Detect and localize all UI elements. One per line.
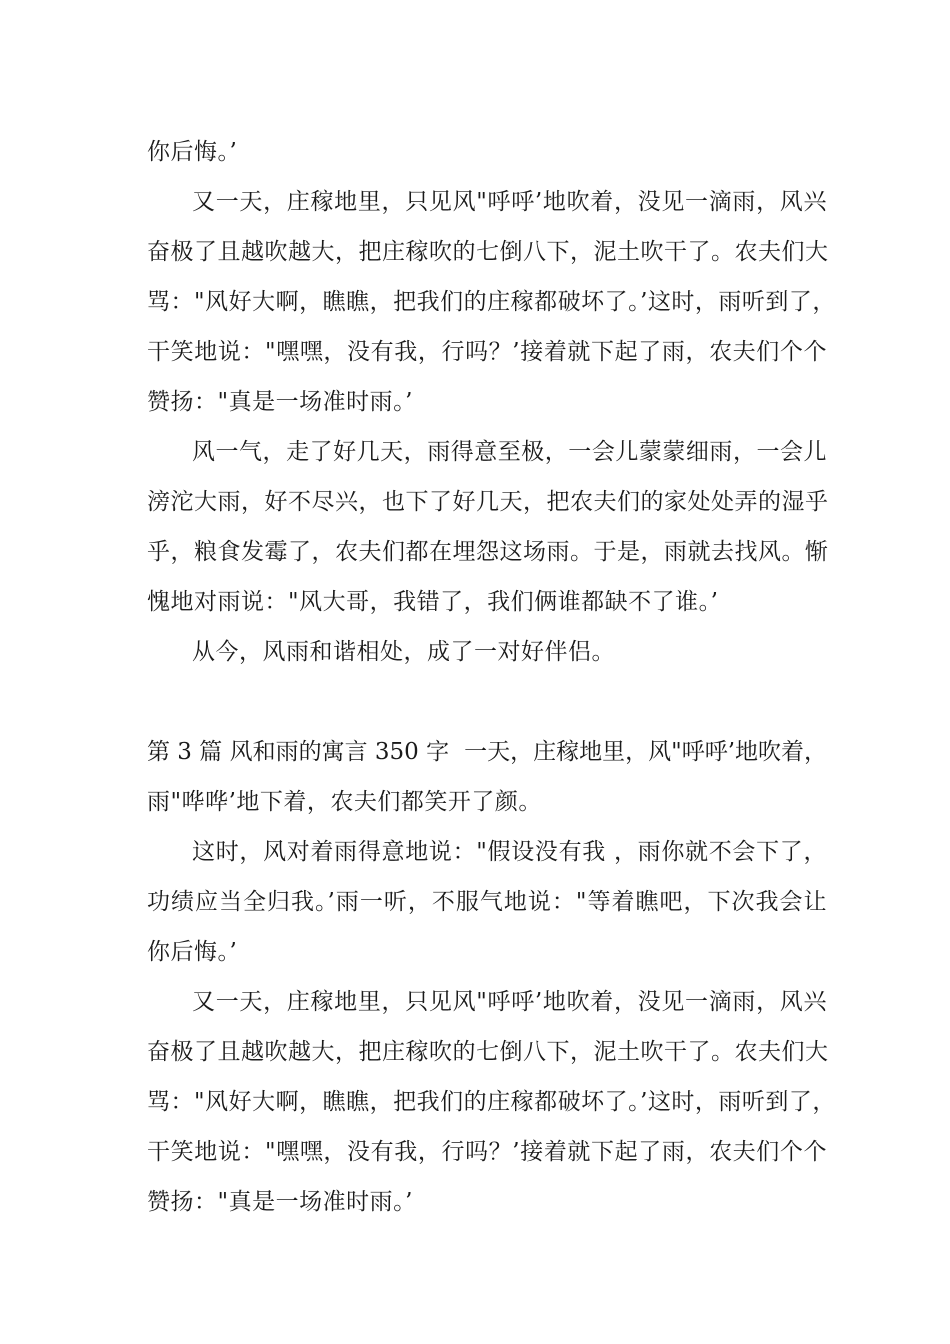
section-heading: [147, 737, 827, 767]
paragraph-start-line: 又一天，庄稼地里，只见风"呼呼’地吹着，没见一滴雨，风兴: [192, 189, 827, 215]
text-line: 雨"哗哗’地下着，农夫们都笑开了颜。: [147, 789, 542, 815]
text-line: 乎，粮食发霉了，农夫们都在埋怨这场雨。于是，雨就去找风。惭: [147, 539, 829, 565]
text-line: 你后悔。’: [147, 939, 238, 965]
text-line: 干笑地说："嘿嘿，没有我，行吗？’接着就下起了雨，农夫们个个: [147, 1139, 827, 1165]
section-title: 第 3 篇 风和雨的寓言 350 字: [147, 739, 450, 765]
text-line: 愧地对雨说："风大哥，我错了，我们俩谁都缺不了谁。’: [147, 589, 719, 615]
text-line: 奋极了且越吹越大，把庄稼吹的七倒八下，泥土吹干了。农夫们大: [147, 239, 829, 265]
paragraph-start-line: 风一气，走了好几天，雨得意至极，一会儿蒙蒙细雨，一会儿: [192, 439, 827, 465]
text-line: 骂："风好大啊，瞧瞧，把我们的庄稼都破坏了。’这时，雨听到了，: [147, 1089, 836, 1115]
text-line: 奋极了且越吹越大，把庄稼吹的七倒八下，泥土吹干了。农夫们大: [147, 1039, 829, 1065]
text-line: 滂沱大雨，好不尽兴，也下了好几天，把农夫们的家处处弄的湿乎: [147, 489, 829, 515]
paragraph-start-line: 从今，风雨和谐相处，成了一对好伴侣。: [192, 639, 615, 665]
paragraph-start-line: 又一天，庄稼地里，只见风"呼呼’地吹着，没见一滴雨，风兴: [192, 989, 827, 1015]
section-first-line: 一天，庄稼地里，风"呼呼’地吹着，: [464, 739, 827, 765]
text-line: 赞扬："真是一场准时雨。’: [147, 1189, 413, 1215]
text-line: 干笑地说："嘿嘿，没有我，行吗？’接着就下起了雨，农夫们个个: [147, 339, 827, 365]
text-line: 功绩应当全归我。’雨一听，不服气地说："等着瞧吧，下次我会让: [147, 889, 827, 915]
paragraph-start-line: 这时，风对着雨得意地说："假设没有我 ，雨你就不会下了，: [192, 839, 827, 865]
text-line: 赞扬："真是一场准时雨。’: [147, 389, 413, 415]
text-line: 骂："风好大啊，瞧瞧，把我们的庄稼都破坏了。’这时，雨听到了，: [147, 289, 836, 315]
text-line: 你后悔。’: [147, 139, 238, 165]
